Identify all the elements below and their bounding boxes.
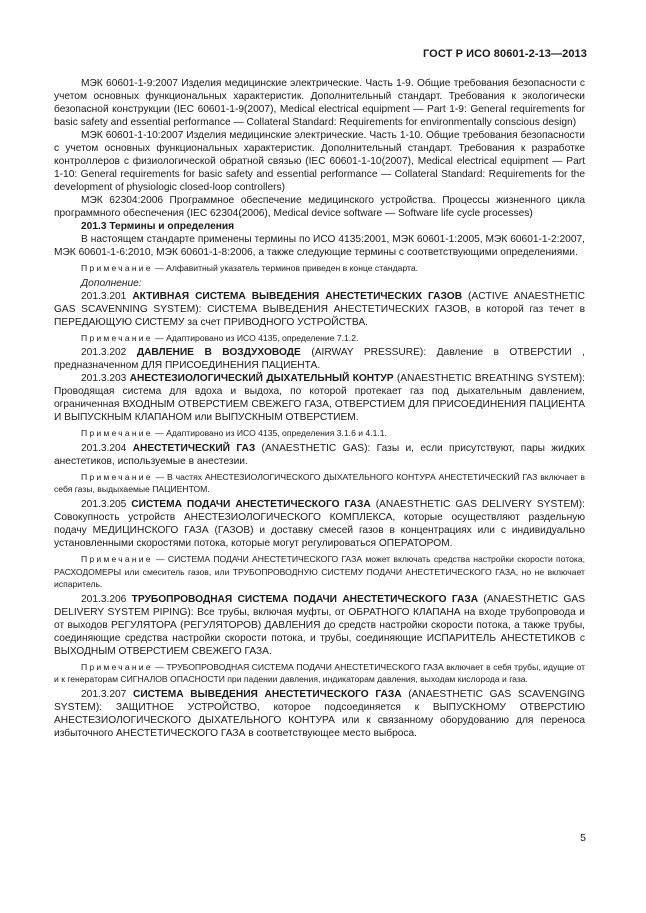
- term-name: АНЕСТЕЗИОЛОГИЧЕСКИЙ ДЫХАТЕЛЬНЫЙ КОНТУР: [129, 373, 394, 385]
- body-paragraph: [54, 77, 585, 129]
- note-label: Примечание: [81, 661, 153, 672]
- body-paragraph: [54, 346, 585, 372]
- body-paragraph: [54, 129, 585, 194]
- note-paragraph: [54, 332, 585, 345]
- page-number: 5: [580, 832, 586, 844]
- term-name: АНЕСТЕТИЧЕСКИЙ ГАЗ: [132, 442, 256, 454]
- text-run: 201.3.207: [81, 688, 133, 700]
- body-paragraph: [54, 233, 585, 259]
- note-paragraph: [54, 553, 585, 591]
- text-run: — В частях АНЕСТЕЗИОЛОГИЧЕСКОГО ДЫХАТЕЛЬНОГО КОНТУРА АНЕСТЕТИЧЕСКИЙ ГАЗ включает в себя газы, выдыхаемые ПАЦИЕНТОМ.: [54, 471, 585, 495]
- body-paragraph: [54, 688, 585, 740]
- body-paragraph: [54, 372, 585, 424]
- text-run: В настоящем стандарте применены термины по ИСО 4135:2001, МЭК 60601-1:2005, МЭК 60601-1-2:2007, МЭК 60601-1-6:2010, МЭК 60601-1-8:2006, а также следующие термины с соответствующими определениями.: [54, 234, 585, 258]
- text-run: (ANAESTHETIC GAS SCAVENGING SYSTEM): ЗАЩИТНОЕ УСТРОЙСТВО, которое подсоединяется к ВЫПУСКНОМУ ОТВЕРСТИЮ АНЕСТЕЗИОЛОГИЧЕСКОГО ДЫХАТЕЛЬНОГО КОНТУРА или к связанному оборудованию для переноса избыточного АНЕСТЕТИЧЕСКОГО ГАЗА в соответствующее место выброса.: [54, 688, 586, 739]
- text-run: 201.3.206: [81, 593, 132, 605]
- body-paragraph: [54, 194, 585, 220]
- term-name: ТРУБОПРОВОДНАЯ СИСТЕМА ПОДАЧИ АНЕСТЕТИЧЕСКОГО ГАЗА: [131, 593, 479, 605]
- term-name: 201.3 Термины и определения: [81, 221, 235, 232]
- note-label: Примечание: [81, 428, 153, 439]
- term-name: СИСТЕМА ВЫВЕДЕНИЯ АНЕСТЕТИЧЕСКОГО ГАЗА: [133, 688, 402, 700]
- text-run: — Алфавитный указатель терминов приведен в конце стандарта.: [152, 263, 418, 273]
- note-label: Примечание: [81, 332, 153, 343]
- body-paragraph: [54, 442, 585, 468]
- text-run: — СИСТЕМА ПОДАЧИ АНЕСТЕТИЧЕСКОГО ГАЗА может включать средства настройки скорости потока, РАСХОДОМЕРЫ или смеситель газов, или ТРУБОПРОВОДНУЮ СИСТЕМУ ПОДАЧИ АНЕСТЕТИЧЕСКОГО ГАЗА, но не включает испаритель.: [54, 553, 585, 590]
- note-paragraph: [54, 262, 585, 275]
- text-run: — Адаптировано из ИСО 4135, определение 7.1.2.: [152, 332, 359, 343]
- text-run: (ANAESTHETIC GAS DELIVERY SYSTEM PIPING): Все трубы, включая муфты, от ОБРАТНОГО КЛАПАНА на входе трубопровода и от выходов РЕГУЛЯТОРА (РЕГУЛЯТОРОВ) ДАВЛЕНИЯ до средств настройки скорости потока, а также трубы, соединяющие средства настройки скорости потока, и трубы, соединяющие ИСПАРИТЕЛЬ АНЕСТЕТИКОВ с ВЫХОДНЫМ ОТВЕРСТИЕМ СВЕЖЕГО ГАЗА.: [54, 593, 586, 657]
- body-paragraph: [54, 498, 585, 550]
- note-paragraph: [54, 661, 585, 686]
- body-paragraph: [54, 290, 585, 329]
- note-label: Примечание: [81, 553, 153, 564]
- text-run: — Адаптировано из ИСО 4135, определения 3.1.6 и 4.1.1.: [152, 428, 387, 439]
- body-paragraph: [54, 593, 585, 658]
- text-run: (ANAESTHETIC GAS DELIVERY SYSTEM): Совокупность устройств АНЕСТЕЗИОЛОГИЧЕСКОГО КОМПЛЕКСА, которые осуществляют раздельную подачу МЕДИЦИНСКОГО ГАЗА (ГАЗОВ) и доставку смесей газов в концентрациях или с индивидуально установленными скоростями потока, которые могут регулироваться ОПЕРАТОРОМ.: [54, 498, 585, 549]
- body-paragraph: [54, 277, 585, 290]
- note-paragraph: [54, 427, 585, 440]
- text-run: 201.3.204: [81, 442, 133, 454]
- text-run: 201.3.202: [81, 347, 137, 359]
- text-run: Дополнение:: [81, 277, 142, 289]
- text-run: (ANAESTHETIC GAS): Газы и, если присутствуют, пары жидких анестетиков, используемые в анестезии.: [54, 442, 586, 467]
- text-run: МЭК 62304:2006 Программное обеспечение медицинского устройства. Процессы жизненного цикла программного обеспечения (IEC 62304(2006), Medical device software — Software life cycle processes): [54, 195, 585, 219]
- note-paragraph: [54, 471, 585, 496]
- term-name: СИСТЕМА ПОДАЧИ АНЕСТЕТИЧЕСКОГО ГАЗА: [131, 498, 371, 510]
- document-body: [54, 77, 585, 740]
- note-label: Примечание: [81, 471, 153, 482]
- text-run: МЭК 60601-1-10:2007 Изделия медицинские электрические. Часть 1-10. Общие требования безопасности с учетом основных функциональных характеристик. Дополнительный стандарт. Требования к разработке контроллеров с физиологической обратной связью (IEC 60601-1-10(2007), Medical electrical equipment — Part 1-10: General requirements for basic safety and essential performance — Collateral Standard: Requirements for the development of physiologic closed-loop controllers): [54, 130, 585, 193]
- text-run: 201.3.201: [81, 290, 133, 302]
- text-run: (ANAESTHETIC BREATHING SYSTEM): Проводящая система для вдоха и выдоха, по которой протекает газ под дыхательным давлением, ограниченная ВХОДНЫМ ОТВЕРСТИЕМ СВЕЖЕГО ГАЗА, ОТВЕРСТИЕМ ДЛЯ ПРИСОЕДИНЕНИЯ ПАЦИЕНТА И ВЫПУСКНЫМ КЛАПАНОМ или ВЫПУСКНЫМ ОТВЕРСТИЕМ.: [54, 373, 586, 424]
- text-run: МЭК 60601-1-9:2007 Изделия медицинские электрические. Часть 1-9. Общие требования безопасности с учетом основных функциональных характеристик. Дополнительный стандарт. Требования к экологически безопасной конструкции (IEC 60601-1-9(2007), Medical electrical equipment — Part 1-9: General requirements for basic safety and essential performance — Collateral Standard: Requirements for environmentally conscious design): [54, 78, 585, 128]
- term-name: АКТИВНАЯ СИСТЕМА ВЫВЕДЕНИЯ АНЕСТЕТИЧЕСКИХ ГАЗОВ: [132, 290, 463, 302]
- text-run: (ACTIVE ANAESTHETIC GAS SCAVENNING SYSTEM): СИСТЕМА ВЫВЕДЕНИЯ АНЕСТЕТИЧЕСКИХ ГАЗОВ, в которой газ течет в ПЕРЕДАЮЩУЮ СИСТЕМУ за счет ПРИВОДНОГО УСТРОЙСТВА.: [54, 290, 585, 328]
- standard-designation: ГОСТ Р ИСО 80601-2-13—2013: [422, 48, 587, 60]
- text-run: 201.3.203: [81, 373, 130, 385]
- body-paragraph: [54, 220, 585, 233]
- term-name: ДАВЛЕНИЕ В ВОЗДУХОВОДЕ: [136, 347, 301, 359]
- text-run: 201.3.205: [81, 498, 132, 510]
- text-run: (AIRWAY PRESSURE): Давление в ОТВЕРСТИИ , предназначенном ДЛЯ ПРИСОЕДИНЕНИЯ ПАЦИЕНТА.: [54, 347, 585, 372]
- text-run: — ТРУБОПРОВОДНАЯ СИСТЕМА ПОДАЧИ АНЕСТЕТИЧЕСКОГО ГАЗА включает в себя трубы, идущие от и к генераторам СИГНАЛОВ ОПАСНОСТИ при падении давления, индикаторам давления, выходам кислорода и газа.: [54, 661, 585, 685]
- note-label: Примечание: [81, 263, 153, 273]
